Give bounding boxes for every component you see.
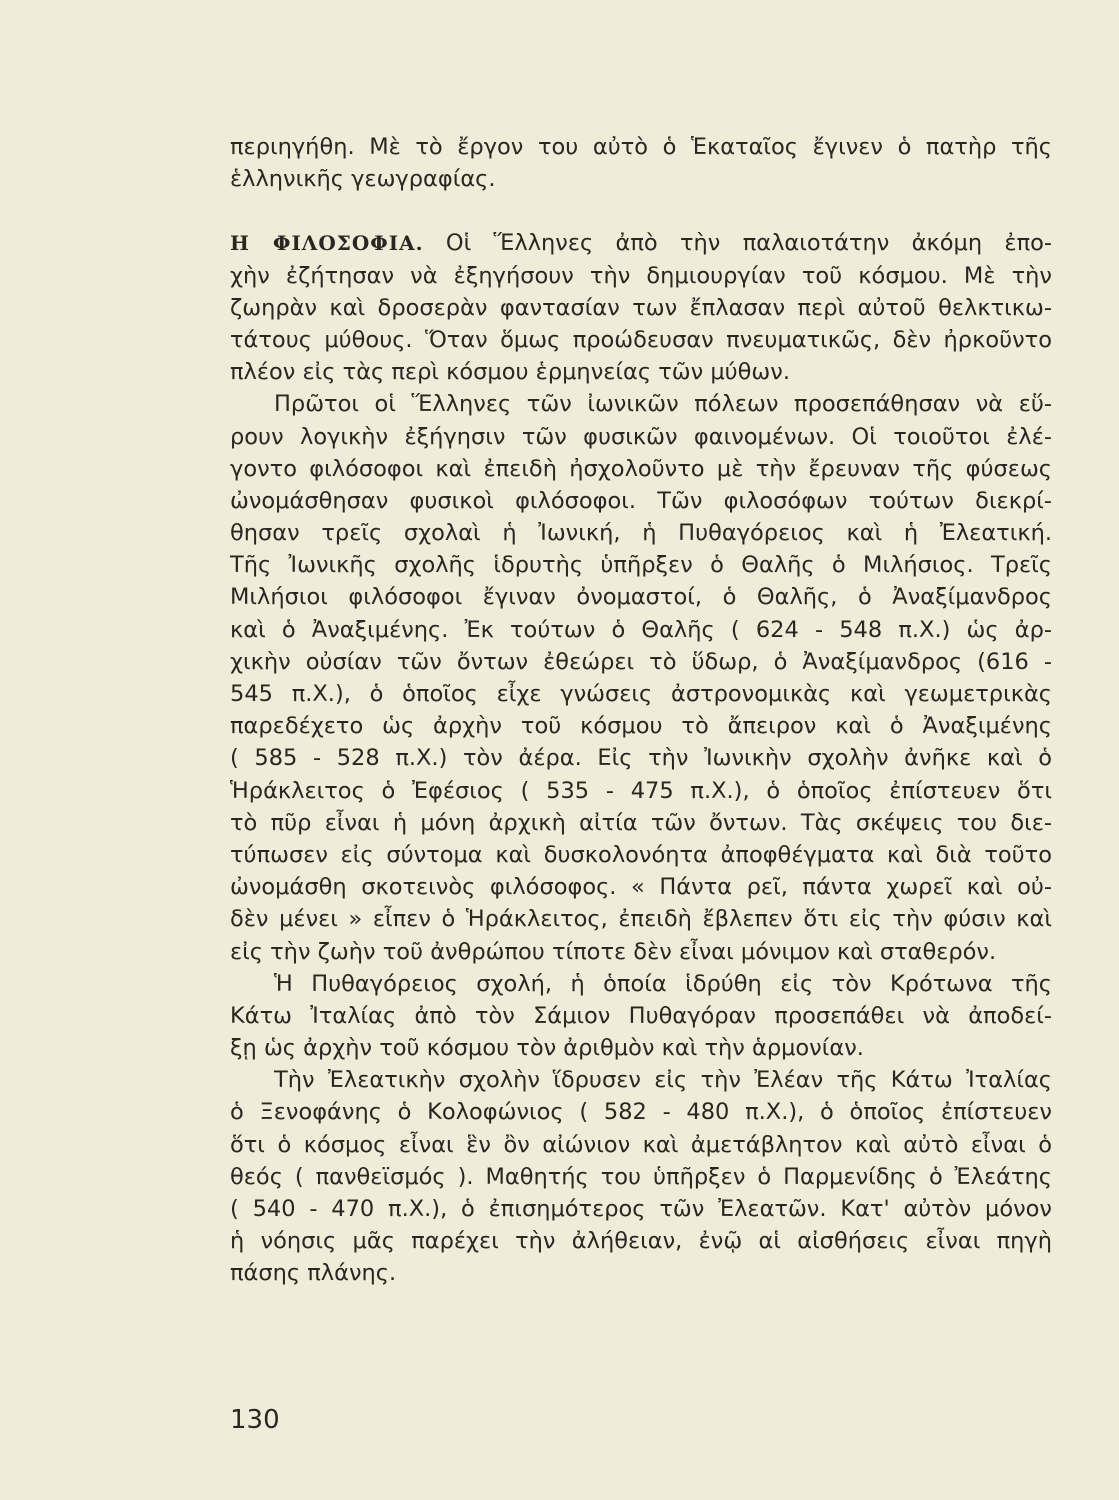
text-line: Ἡράκλειτος ὁ Ἐφέσιος ( 535 - 475 π.Χ.), ὁ ὁποῖος ἐπίστευεν ὅτι	[230, 777, 1052, 804]
text-line: Πρῶτοι οἱ Ἕλληνες τῶν ἰωνικῶν πόλεων προσεπάθησαν νὰ εὕ-	[274, 391, 1052, 418]
text-line: τὸ πῦρ εἶναι ἡ μόνη ἀρχικὴ αἰτία τῶν ὄντων. Τὰς σκέψεις του διε-	[230, 809, 1052, 836]
paragraph-gap	[230, 195, 1052, 227]
text-line: περιηγήθη. Μὲ τὸ ἔργον του αὐτὸ ὁ Ἑκαταῖος ἔγινεν ὁ πατὴρ τῆς	[230, 134, 1052, 160]
text-line: τύπωσεν εἰς σύντομα καὶ δυσκολονόητα ἀποφθέγματα καὶ διὰ τοῦτο	[230, 841, 1052, 868]
text-line: καὶ ὁ Ἀναξιμένης. Ἐκ τούτων ὁ Θαλῆς ( 624 - 548 π.Χ.) ὡς ἀρ-	[230, 616, 1052, 643]
text-line: Μιλήσιοι φιλόσοφοι ἔγιναν ὀνομαστοί, ὁ Θαλῆς, ὁ Ἀναξίμανδρος	[230, 584, 1052, 611]
text-line: ὅτι ὁ κόσμος εἶναι ἓν ὂν αἰώνιον καὶ ἀμετάβλητον καὶ αὐτὸ εἶναι ὁ	[230, 1131, 1052, 1158]
body-text	[230, 131, 1052, 1290]
text-line: Οἱ Ἕλληνες ἀπὸ τὴν παλαιοτάτην ἀκόμη ἐπο-	[445, 230, 1053, 257]
text-line: γοντο φιλόσοφοι καὶ ἐπειδὴ ἠσχολοῦντο μὲ τὴν ἔρευναν τῆς φύσεως	[230, 455, 1052, 482]
text-line: χικὴν οὐσίαν τῶν ὄντων ἐθεώρει τὸ ὕδωρ, ὁ Ἀναξίμανδρος (616 -	[230, 648, 1052, 675]
text-line: τάτους μύθους. Ὅταν ὅμως προώδευσαν πνευματικῶς, δὲν ἠρκοῦντο	[230, 326, 1052, 353]
text-line: θεός ( πανθεϊσμός ). Μαθητής του ὑπῆρξεν ὁ Παρμενίδης ὁ Ἐλεάτης	[230, 1163, 1052, 1190]
text-line: ( 585 - 528 π.Χ.) τὸν ἀέρα. Εἰς τὴν Ἰωνικὴν σχολὴν ἀνῆκε καὶ ὁ	[230, 745, 1052, 772]
text-line: ρουν λογικὴν ἐξήγησιν τῶν φυσικῶν φαινομένων. Οἱ τοιοῦτοι ἐλέ-	[230, 423, 1052, 450]
text-line: ξῃ ὡς ἀρχὴν τοῦ κόσμου τὸν ἀριθμὸν καὶ τὴν ἁρμονίαν.	[230, 1035, 864, 1062]
text-line: ζωηρὰν καὶ δροσερὰν φαντασίαν των ἔπλασαν περὶ αὐτοῦ θελκτικω-	[230, 294, 1052, 321]
page-number: 130	[230, 1405, 280, 1435]
text-line: ἑλληνικῆς γεωγραφίας.	[230, 166, 496, 193]
text-line: ( 540 - 470 π.Χ.), ὁ ἐπισημότερος τῶν Ἐλεατῶν. Κατ' αὐτὸν μόνον	[230, 1196, 1052, 1222]
section-heading: Η ΦΙΛΟΣΟΦΙΑ.	[230, 231, 424, 256]
text-line: παρεδέχετο ὡς ἀρχὴν τοῦ κόσμου τὸ ἄπειρον καὶ ὁ Ἀναξιμένης	[230, 713, 1052, 740]
text-line: 545 π.Χ.), ὁ ὁποῖος εἶχε γνώσεις ἀστρονομικὰς καὶ γεωμετρικὰς	[230, 681, 1052, 707]
text-line: ὠνομάσθη σκοτεινὸς φιλόσοφος. « Πάντα ρεῖ, πάντα χωρεῖ καὶ οὐ-	[230, 874, 1052, 901]
text-line: ὠνομάσθησαν φυσικοὶ φιλόσοφοι. Τῶν φιλοσόφων τούτων διεκρί-	[230, 487, 1052, 514]
text-line: πλέον εἰς τὰς περὶ κόσμου ἑρμηνείας τῶν μύθων.	[230, 359, 790, 386]
text-line: Τὴν Ἐλεατικὴν σχολὴν ἵδρυσεν εἰς τὴν Ἐλέαν τῆς Κάτω Ἰταλίας	[274, 1067, 1052, 1094]
section-heading-line	[230, 227, 1052, 259]
text-line: χὴν ἐζήτησαν νὰ ἐξηγήσουν τὴν δημιουργίαν τοῦ κόσμου. Μὲ τὴν	[230, 262, 1052, 289]
text-line: Κάτω Ἰταλίας ἀπὸ τὸν Σάμιον Πυθαγόραν προσεπάθει νὰ ἀποδεί-	[230, 1002, 1052, 1029]
text-line: πάσης πλάνης.	[230, 1260, 397, 1287]
text-line: Ἡ Πυθαγόρειος σχολή, ἡ ὁποία ἱδρύθη εἰς τὸν Κρότωνα τῆς	[274, 970, 1052, 997]
text-line: δὲν μένει » εἶπεν ὁ Ἡράκλειτος, ἐπειδὴ ἔβλεπεν ὅτι εἰς τὴν φύσιν καὶ	[230, 906, 1052, 933]
text-line: εἰς τὴν ζωὴν τοῦ ἀνθρώπου τίποτε δὲν εἶναι μόνιμον καὶ σταθερόν.	[230, 938, 997, 965]
text-line: Τῆς Ἰωνικῆς σχολῆς ἱδρυτὴς ὑπῆρξεν ὁ Θαλῆς ὁ Μιλήσιος. Τρεῖς	[230, 552, 1052, 579]
text-line: ἡ νόησις μᾶς παρέχει τὴν ἀλήθειαν, ἐνῷ αἱ αἰσθήσεις εἶναι πηγὴ	[230, 1228, 1052, 1255]
text-line: ὁ Ξενοφάνης ὁ Κολοφώνιος ( 582 - 480 π.Χ.), ὁ ὁποῖος ἐπίστευεν	[230, 1099, 1052, 1126]
text-line: θησαν τρεῖς σχολαὶ ἡ Ἰωνική, ἡ Πυθαγόρειος καὶ ἡ Ἐλεατική.	[230, 520, 1052, 547]
